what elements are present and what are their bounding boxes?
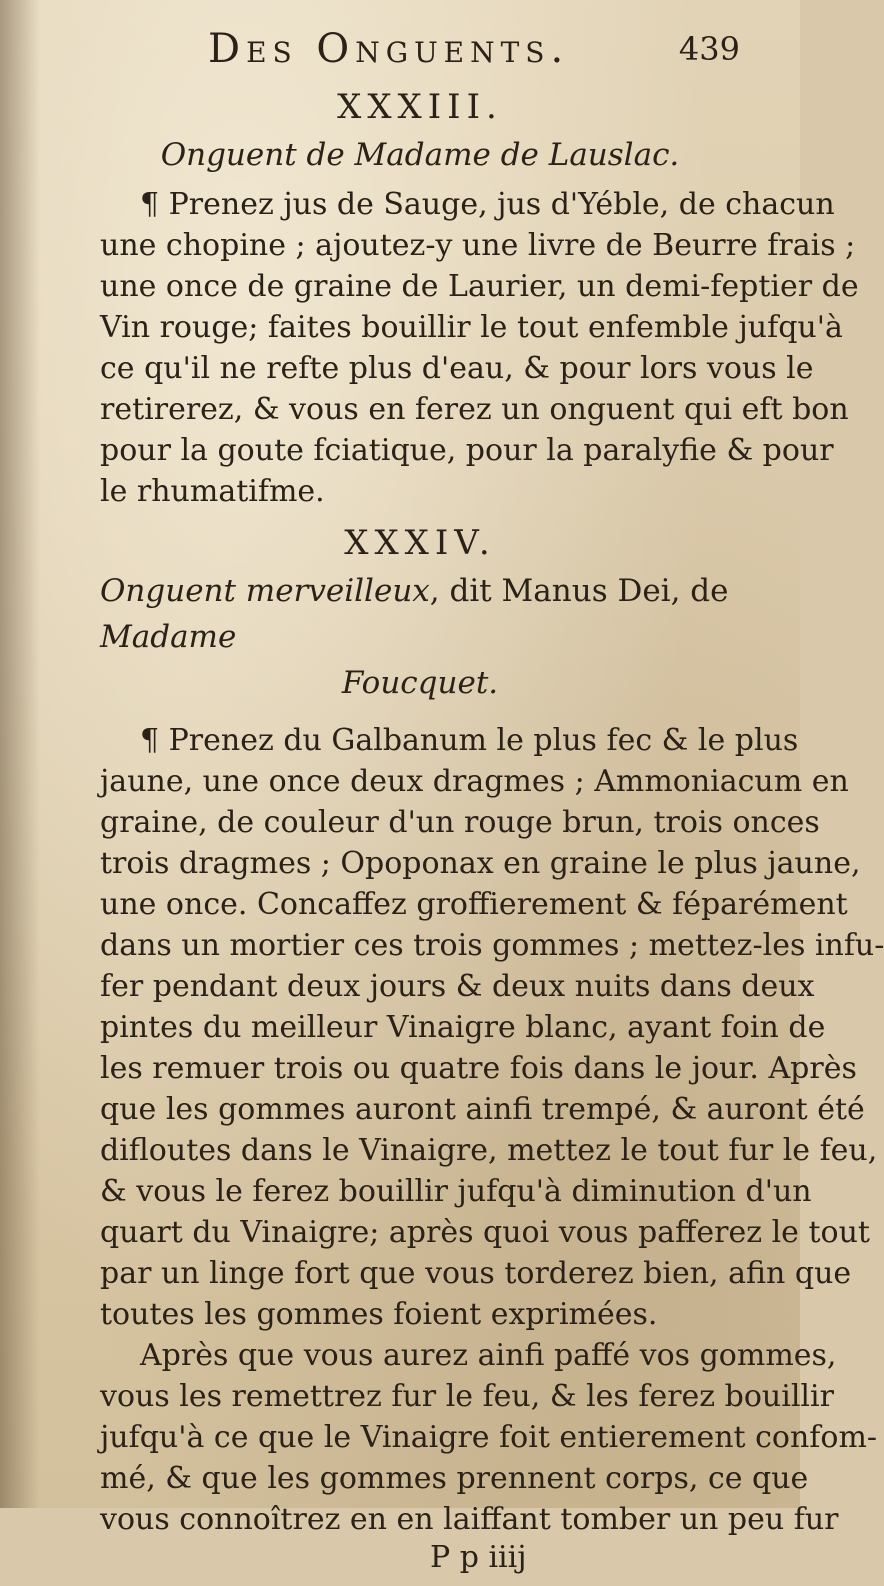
text-line: toutes les gommes foient exprimées. — [100, 1297, 658, 1332]
text-line: les remuer trois ou quatre fois dans le jour. Après — [100, 1051, 857, 1086]
text-block — [100, 20, 884, 1586]
text-line: difloutes dans le Vinaigre, mettez le tout fur le feu, — [100, 1133, 878, 1168]
section-number-xxxiii: XXXIII. — [337, 87, 503, 127]
paragraph-3 — [100, 1335, 878, 1540]
text-line: mé, & que les gommes prennent corps, ce que — [100, 1461, 809, 1496]
text-line: vous connoîtrez en en laiffant tomber un peu fur — [100, 1502, 839, 1537]
text-line: Vin rouge; faites bouillir le tout enfemble jufqu'à — [100, 310, 843, 345]
text-line: une once de graine de Laurier, un demi-feptier de — [100, 269, 859, 304]
running-head — [100, 20, 740, 82]
section-title-xxxiv-line2: Foucquet. — [341, 665, 499, 701]
title-part: Madame — [100, 619, 237, 655]
text-line: le rhumatifme. — [100, 474, 325, 509]
text-line: ¶ Prenez jus de Sauge, jus d'Yéble, de chacun — [140, 187, 835, 222]
text-line: & vous le ferez bouillir jufqu'à diminution d'un — [100, 1174, 812, 1209]
text-line: par un linge fort que vous torderez bien, afin que — [100, 1256, 852, 1291]
text-line: retirerez, & vous en ferez un onguent qui eft bon — [100, 392, 849, 427]
text-line: ce qu'il ne refte plus d'eau, & pour lors vous le — [100, 351, 814, 386]
text-line: une chopine ; ajoutez-y une livre de Beurre frais ; — [100, 228, 856, 263]
binding-shadow — [0, 0, 40, 1508]
text-line: ¶ Prenez du Galbanum le plus fec & le plus — [140, 723, 799, 758]
text-line: dans un mortier ces trois gommes ; mettez-les infu- — [100, 928, 884, 963]
text-line: une once. Concaffez groffierement & féparément — [100, 887, 848, 922]
section-title-xxxiii: Onguent de Madame de Lauslac. — [160, 137, 680, 173]
paragraph-1 — [100, 184, 859, 512]
signature-mark: P p iiij — [430, 1540, 527, 1575]
text-line: trois dragmes ; Opoponax en graine le plus jaune, — [100, 846, 861, 881]
title-part: , dit Manus Dei, de — [429, 573, 729, 609]
text-line: quart du Vinaigre; après quoi vous pafferez le tout — [100, 1215, 870, 1250]
text-line: vous les remettrez fur le feu, & les ferez bouillir — [100, 1379, 834, 1414]
text-line: jaune, une once deux dragmes ; Ammoniacum en — [100, 764, 849, 799]
footer-signature-row — [100, 1540, 740, 1586]
title-part: Onguent merveilleux — [100, 573, 430, 609]
text-line: jufqu'à ce que le Vinaigre foit entierement confom- — [100, 1420, 878, 1455]
running-title: Des Onguents. — [208, 26, 570, 72]
text-line: Après que vous aurez ainfi paffé vos gommes, — [140, 1338, 837, 1373]
text-line: pintes du meilleur Vinaigre blanc, ayant foin de — [100, 1010, 826, 1045]
text-line: que les gommes auront ainfi trempé, & auront été — [100, 1092, 865, 1127]
section-number-xxxiv: XXXIV. — [344, 523, 496, 563]
page-number: 439 — [678, 30, 740, 68]
text-line: pour la goute fciatique, pour la paralyfie & pour — [100, 433, 834, 468]
paragraph-2 — [100, 720, 884, 1335]
text-line: fer pendant deux jours & deux nuits dans deux — [100, 969, 815, 1004]
text-line: graine, de couleur d'un rouge brun, trois onces — [100, 805, 820, 840]
section-title-xxxiv — [100, 568, 740, 660]
